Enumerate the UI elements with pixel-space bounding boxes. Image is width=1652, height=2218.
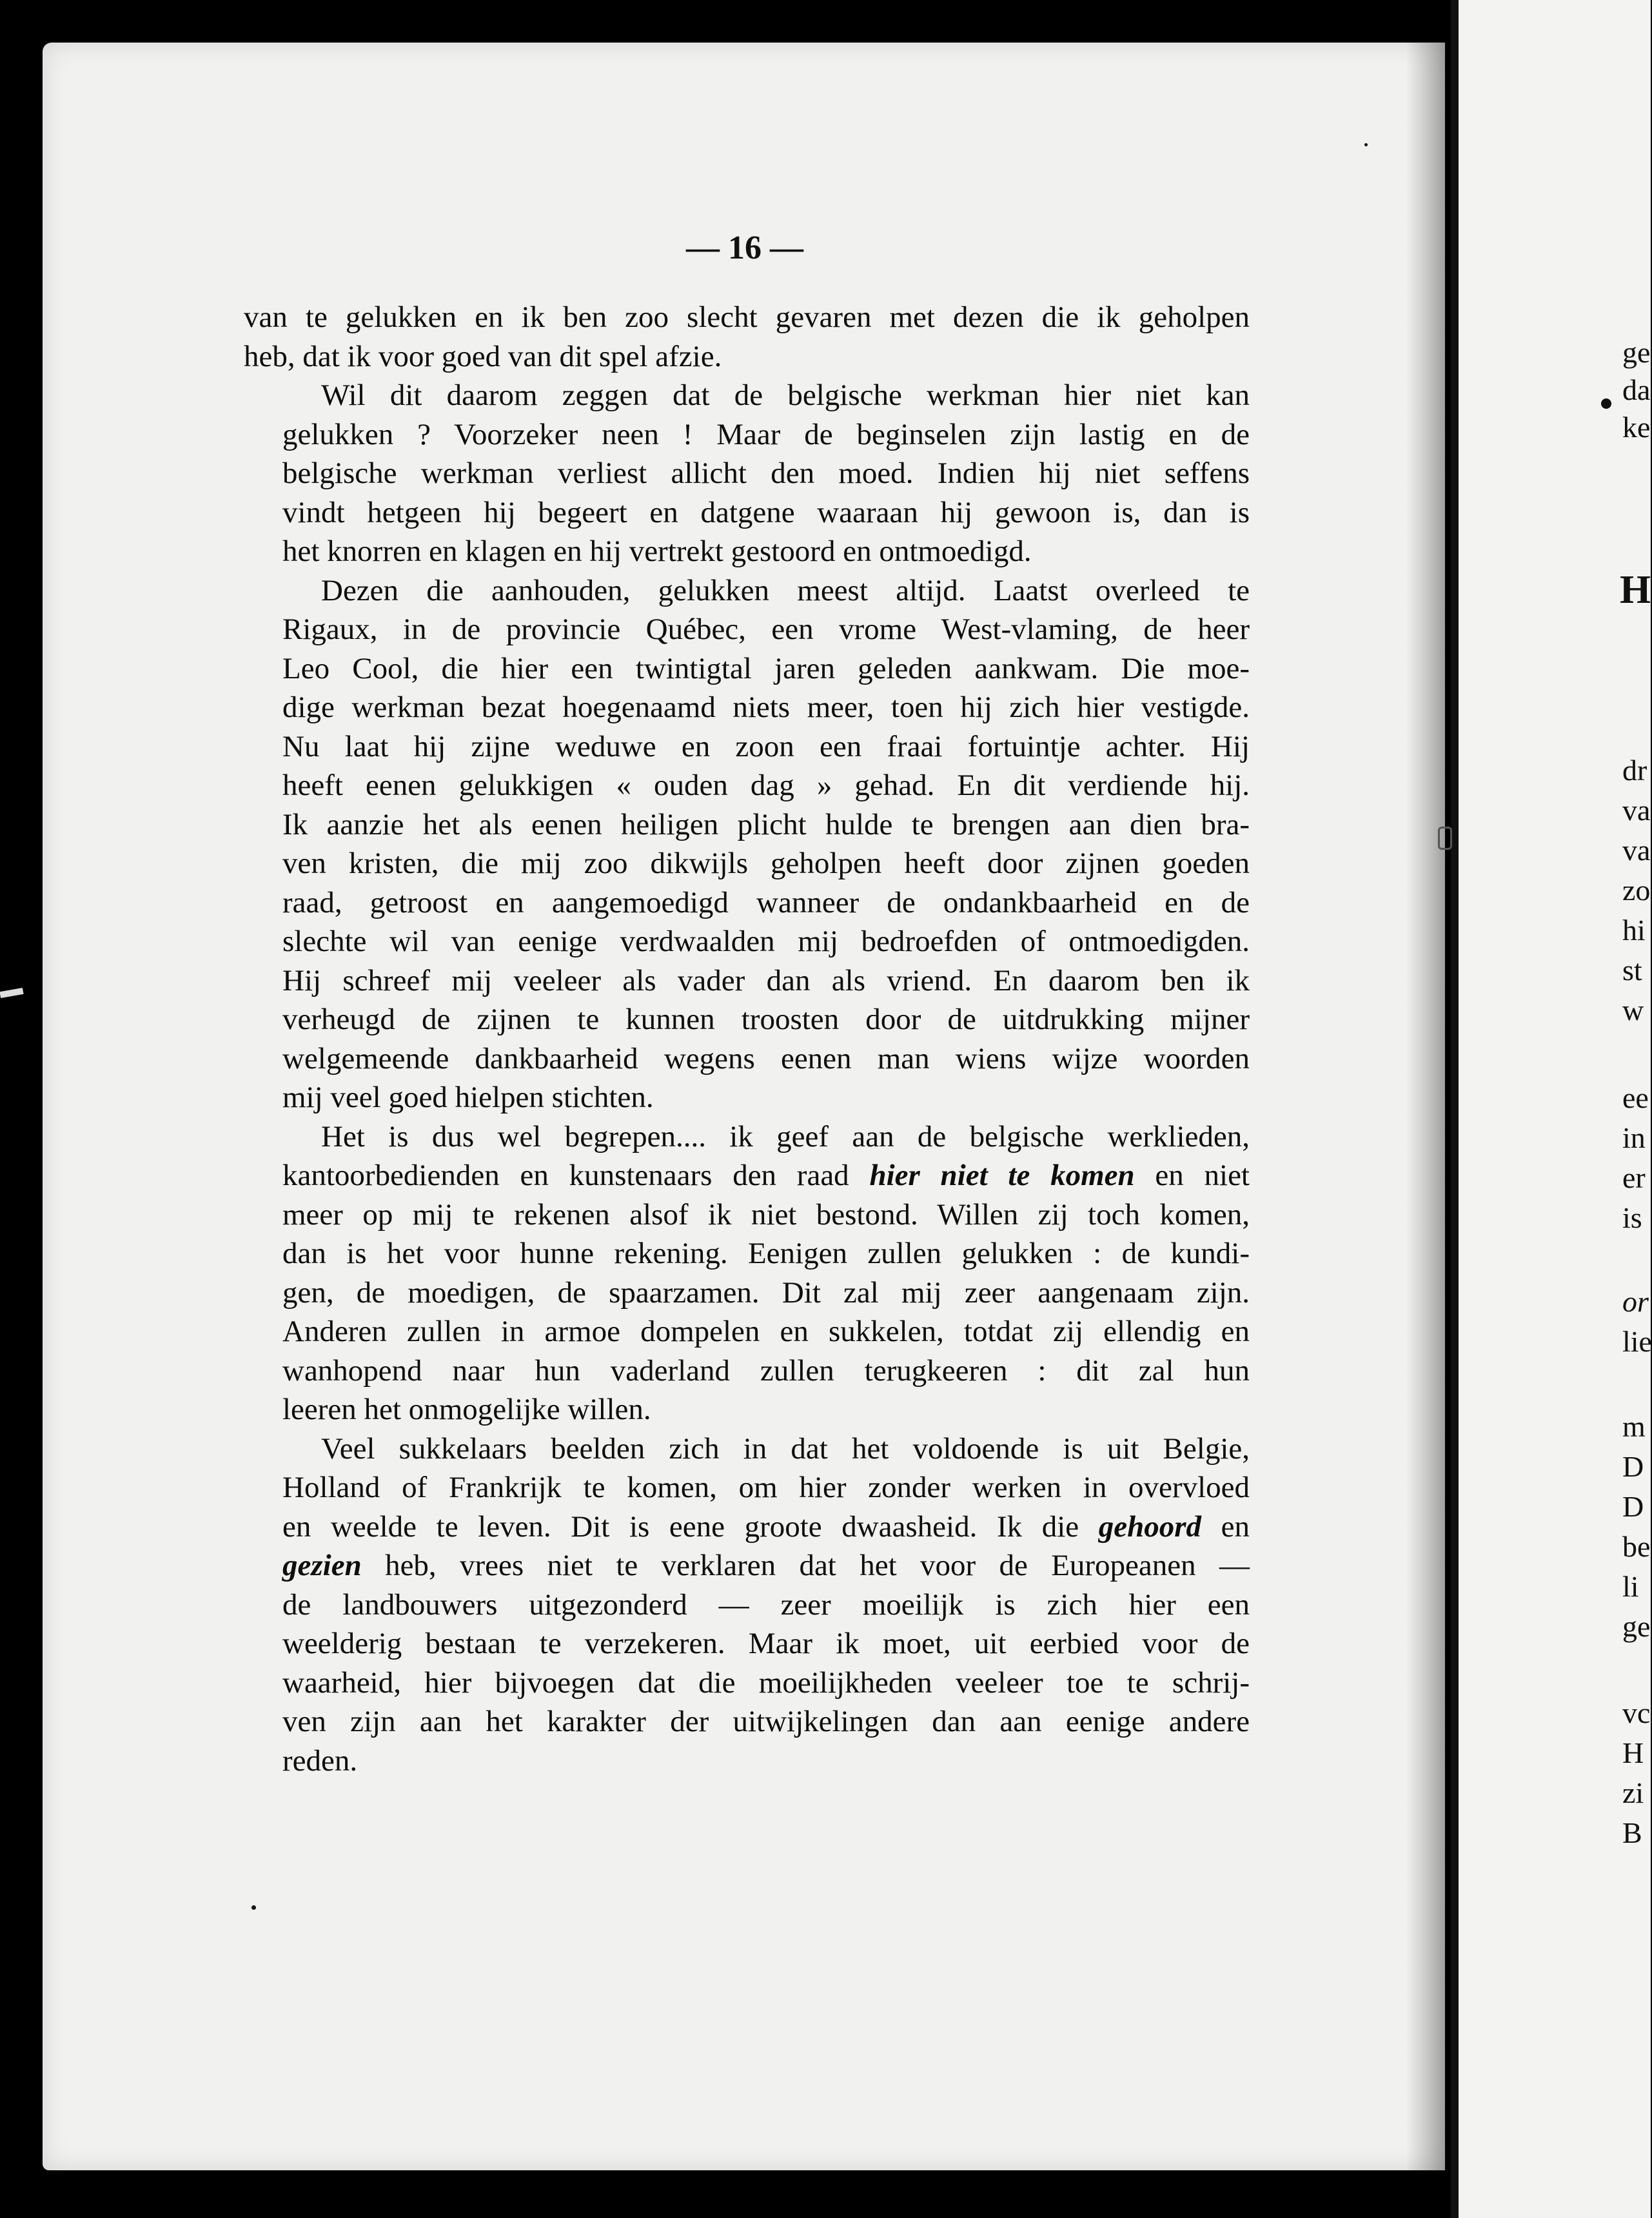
right-page-fragment: H [1620,568,1651,612]
paragraph [244,1117,1250,1429]
text-line: gen, de moedigen, de spaarzamen. Dit zal mij zeer aangenaam zijn. [282,1275,1250,1310]
text-line: waarheid, hier bijvoegen dat die moeilijkheden veeleer toe te schrij- [282,1665,1250,1700]
text-line: Nu laat hij zijne weduwe en zoon een fraai fortuintje achter. Hij [282,729,1250,763]
paragraph [244,298,1250,376]
right-page-fragment: in [1622,1121,1646,1154]
text-line: ven zijn aan het karakter der uitwijkelingen dan aan eenige andere [282,1705,1250,1738]
text-line: Ik aanzie het als eenen heiligen plicht hulde te brengen aan dien bra- [282,807,1250,841]
text-line: de landbouwers uitgezonderd — zeer moeilijk is zich hier een [282,1587,1250,1622]
text-line: Veel sukkelaars beelden zich in dat het voldoende is uit Belgie, [321,1431,1250,1466]
right-page-fragment: D [1622,1450,1644,1483]
text-line: gelukken ? Voorzeker neen ! Maar de beginselen zijn lastig en de [282,417,1250,451]
right-page-fragment: be [1622,1530,1651,1563]
text-line: welgemeende dankbaarheid wegens eenen man wiens wijze woorden [282,1041,1250,1075]
right-page-fragment: er [1622,1161,1646,1194]
right-page-fragment: ge [1622,336,1651,369]
ink-speck [1364,143,1368,146]
text-line: dan is het voor hunne rekening. Eenigen zullen gelukken : de kundi- [282,1237,1250,1270]
text-line: ven kristen, die mij zoo dikwijls geholpen heeft door zijnen goeden [282,847,1250,880]
text-line: slechte wil van eenige verdwaalden mij bedroefden of ontmoedigden. [282,925,1250,958]
text-line: Het is dus wel begrepen.... ik geef aan de belgische werklieden, [321,1119,1250,1153]
right-page-fragment: w [1622,994,1644,1026]
right-page-fragment: zi [1622,1776,1644,1809]
paragraph [244,571,1250,1117]
text-line: Anderen zullen in armoe dompelen en sukkelen, totdat zij ellendig en [282,1315,1250,1348]
text-line: wanhopend naar hun vaderland zullen terugkeeren : dit zal hun [282,1353,1250,1388]
text-line: kantoorbedienden en kunstenaars den raad hier niet te komen en niet [282,1159,1250,1192]
body-text [244,298,1250,1780]
text-line: vindt hetgeen hij begeert en datgene waaraan hij gewoon is, dan is [282,495,1250,529]
text-line: heb, dat ik voor goed van dit spel afzie. [244,339,722,373]
ink-speck [251,1905,256,1910]
text-line: Dezen die aanhouden, gelukken meest altijd. Laatst overleed te [321,573,1250,607]
gutter-shadow [1406,43,1451,2170]
right-page-fragment: ge [1622,1610,1651,1643]
text-line: en weelde te leven. Dit is eene groote dwaasheid. Ik die gehoord en [282,1509,1250,1544]
right-page-fragment: vc [1622,1696,1651,1729]
paragraph [244,376,1250,571]
page-clip-mark [1438,827,1452,850]
text-line: raad, getroost en aangemoedigd wanneer de ondankbaarheid en de [282,885,1250,919]
text-line: leeren het onmogelijke willen. [282,1393,651,1426]
right-page-fragment: zo [1622,874,1651,907]
text-line: dige werkman bezat hoegenaamd niets meer, toen hij zich hier vestigde. [282,691,1250,724]
right-page-fragment: D [1622,1490,1644,1523]
right-page-fragment: lie [1622,1325,1652,1358]
paragraph [244,1429,1250,1781]
text-line: belgische werkman verliest allicht den moed. Indien hij niet seffens [282,456,1250,490]
right-page-fragment: st [1622,954,1642,986]
text-line: het knorren en klagen en hij vertrekt gestoord en ontmoedigd. [282,535,1032,568]
text-line: verheugd de zijnen te kunnen troosten door de uitdrukking mijner [282,1003,1250,1036]
text-line: Rigaux, in de provincie Québec, een vrome West-vlaming, de heer [282,613,1250,646]
text-line: gezien heb, vrees niet te verklaren dat het voor de Europeanen — [282,1549,1250,1582]
text-line: Hij schreef mij veeleer als vader dan als vriend. En daarom ben ik [282,963,1250,997]
right-page-fragment: hi [1622,914,1646,947]
right-page-fragment: B [1622,1816,1642,1849]
right-page-fragment: is [1622,1201,1642,1234]
text-line: meer op mij te rekenen alsof ik niet bestond. Willen zij toch komen, [282,1197,1250,1232]
text-line: weelderig bestaan te verzekeren. Maar ik moet, uit eerbied voor de [282,1627,1250,1660]
right-page-fragment: ee [1622,1081,1649,1114]
right-page-fragment: dr [1622,754,1647,787]
right-page-fragment: or [1622,1285,1649,1318]
text-line: Holland of Frankrijk te komen, om hier zonder werken in overvloed [282,1471,1250,1504]
page-number: — 16 — [686,230,803,266]
right-page-fragment: ke [1622,411,1651,444]
margin-tick-mark [0,988,24,998]
ink-speck [1601,398,1611,409]
right-page-fragment: da [1622,373,1651,406]
text-line: mij veel goed hielpen stichten. [282,1081,654,1114]
right-page [1451,0,1651,2218]
text-line: reden. [282,1743,358,1778]
text-line: heeft eenen gelukkigen « ouden dag » gehad. En dit verdiende hij. [282,769,1250,802]
text-line: van te gelukken en ik ben zoo slecht gevaren met dezen die ik geholpen [244,300,1250,334]
right-page-fragment: va [1622,794,1651,827]
right-page-fragment: H [1622,1736,1644,1769]
text-line: Wil dit daarom zeggen dat de belgische werkman hier niet kan [321,378,1250,412]
right-page-fragment: m [1622,1410,1646,1443]
right-page-fragment: li [1622,1570,1639,1603]
right-page-fragment: va [1622,834,1651,867]
text-line: Leo Cool, die hier een twintigtal jaren geleden aankwam. Die moe- [282,651,1250,685]
